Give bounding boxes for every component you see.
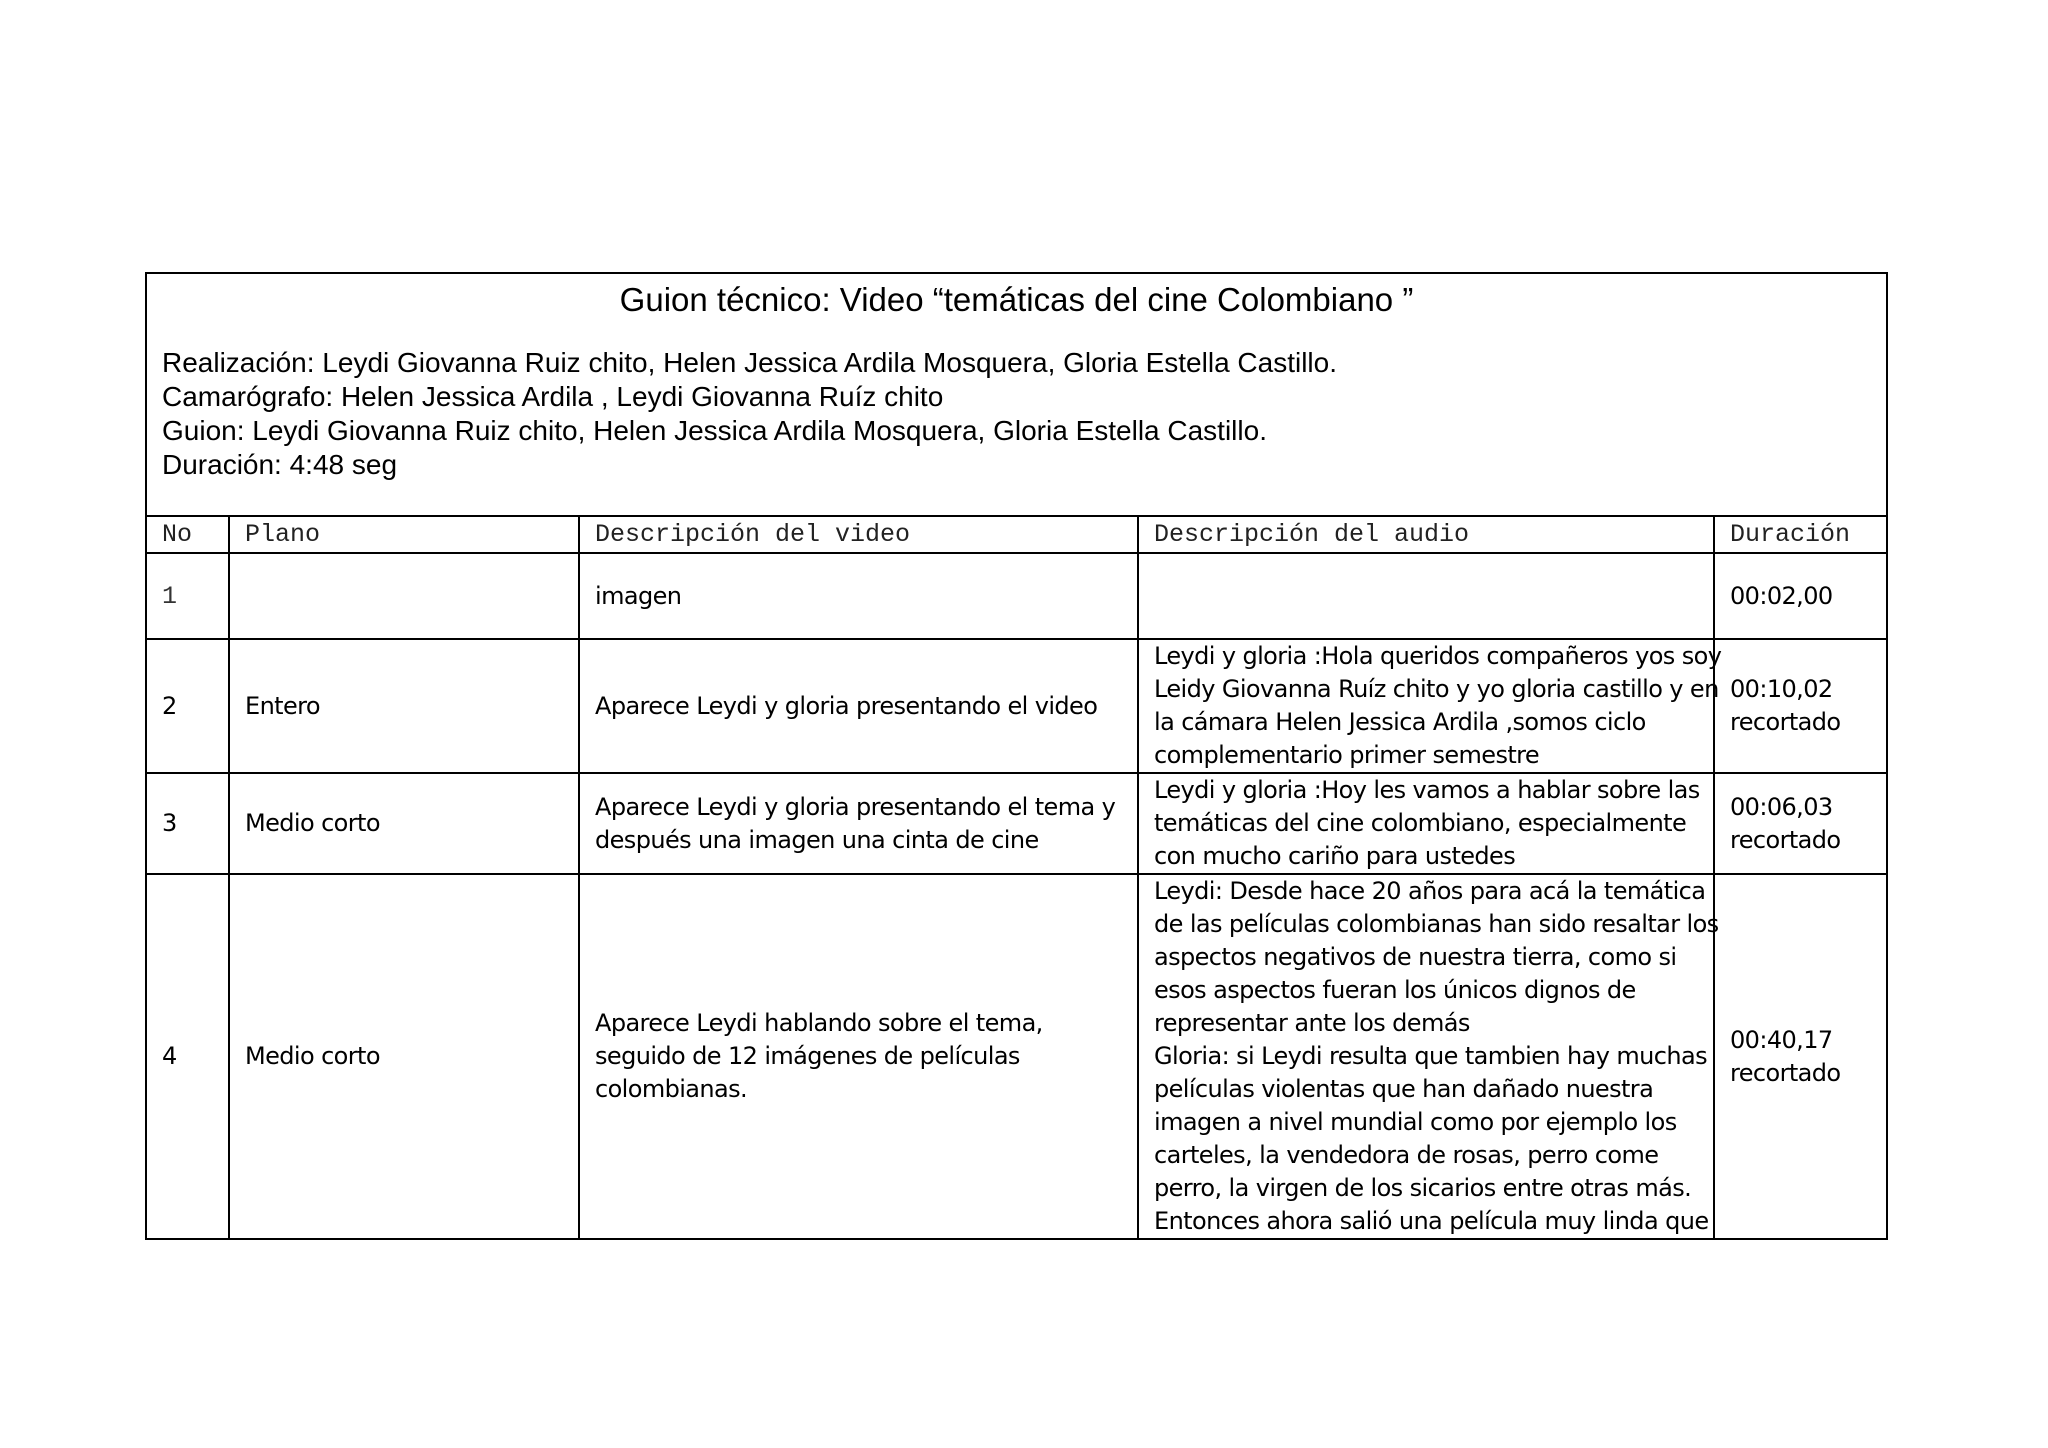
duracion-line: 00:40,17 bbox=[1730, 1025, 1833, 1054]
column-header-duracion: Duración bbox=[1714, 517, 1886, 553]
credit-duracion: Duración: 4:48 seg bbox=[162, 449, 398, 480]
cell-duracion bbox=[1714, 874, 1886, 1238]
cell-plano bbox=[229, 553, 579, 639]
audio-line: imagen a nivel mundial como por ejemplo los bbox=[1154, 1108, 1677, 1136]
cell-no: 2 bbox=[147, 639, 229, 773]
table-header-row bbox=[147, 517, 1886, 553]
duracion-line: 00:02,00 bbox=[1730, 581, 1833, 610]
audio-line: esos aspectos fueran los únicos dignos de bbox=[1154, 976, 1636, 1004]
audio-line: películas violentas que han dañado nuestra bbox=[1154, 1075, 1654, 1103]
cell-video: Aparece Leydi y gloria presentando el video bbox=[579, 639, 1138, 773]
column-header-no: No bbox=[147, 517, 229, 553]
duracion-line: recortado bbox=[1730, 825, 1841, 854]
cell-duracion bbox=[1714, 553, 1886, 639]
credit-realizacion: Realización: Leydi Giovanna Ruiz chito, Helen Jessica Ardila Mosquera, Gloria Estella Castillo. bbox=[162, 347, 1338, 378]
cell-video: imagen bbox=[579, 553, 1138, 639]
cell-audio bbox=[1138, 553, 1714, 639]
credit-camarografo: Camarógrafo: Helen Jessica Ardila , Leydi Giovanna Ruíz chito bbox=[162, 381, 944, 412]
duracion-line: recortado bbox=[1730, 708, 1841, 736]
audio-line: aspectos negativos de nuestra tierra, como si bbox=[1154, 943, 1677, 971]
table-row bbox=[147, 639, 1886, 773]
cell-no: 1 bbox=[147, 553, 229, 639]
audio-line: con mucho cariño para ustedes bbox=[1154, 842, 1516, 870]
credits-block bbox=[162, 346, 1337, 482]
cell-no: 3 bbox=[147, 773, 229, 874]
cell-duracion bbox=[1714, 773, 1886, 874]
cell-duracion bbox=[1714, 639, 1886, 773]
audio-line: complementario primer semestre bbox=[1154, 741, 1540, 769]
script-document bbox=[145, 272, 1888, 1240]
cell-audio bbox=[1138, 874, 1719, 1238]
audio-line: la cámara Helen Jessica Ardila ,somos ciclo bbox=[1154, 708, 1646, 736]
audio-line: Leydi y gloria :Hola queridos compañeros yos soy bbox=[1154, 642, 1722, 670]
audio-line: Leidy Giovanna Ruíz chito y yo gloria castillo y en bbox=[1154, 675, 1719, 703]
cell-no: 4 bbox=[147, 874, 229, 1238]
cell-audio bbox=[1138, 639, 1722, 773]
cell-video: Aparece Leydi y gloria presentando el tema y después una imagen una cinta de cine bbox=[579, 773, 1138, 874]
cell-plano: Medio corto bbox=[229, 773, 579, 874]
audio-line: temáticas del cine colombiano, especialmente bbox=[1154, 809, 1687, 837]
column-header-audio: Descripción del audio bbox=[1138, 517, 1714, 553]
document-title: Guion técnico: Video “temáticas del cine Colombiano ” bbox=[619, 281, 1414, 318]
table-body bbox=[147, 553, 1886, 1238]
duracion-line: 00:06,03 bbox=[1730, 792, 1833, 821]
table-row bbox=[147, 553, 1886, 639]
audio-line: Leydi y gloria :Hoy les vamos a hablar sobre las bbox=[1154, 776, 1700, 804]
shot-table bbox=[147, 517, 1886, 1238]
document-header bbox=[147, 274, 1886, 517]
cell-plano: Medio corto bbox=[229, 874, 579, 1238]
cell-video: Aparece Leydi hablando sobre el tema, seguido de 12 imágenes de películas colombianas. bbox=[579, 874, 1138, 1238]
credit-guion: Guion: Leydi Giovanna Ruiz chito, Helen Jessica Ardila Mosquera, Gloria Estella Castillo. bbox=[162, 415, 1267, 446]
duracion-line: recortado bbox=[1730, 1058, 1841, 1087]
table-row bbox=[147, 773, 1886, 874]
column-header-plano: Plano bbox=[229, 517, 579, 553]
audio-line: representar ante los demás bbox=[1154, 1009, 1470, 1037]
audio-line: de las películas colombianas han sido resaltar los bbox=[1154, 910, 1719, 938]
duracion-line: 00:10,02 bbox=[1730, 675, 1833, 703]
audio-line: Entonces ahora salió una película muy linda que bbox=[1154, 1207, 1709, 1235]
table-row bbox=[147, 874, 1886, 1238]
cell-audio bbox=[1138, 773, 1714, 874]
cell-plano: Entero bbox=[229, 639, 579, 773]
audio-line: Leydi: Desde hace 20 años para acá la temática bbox=[1154, 877, 1706, 905]
column-header-video: Descripción del video bbox=[579, 517, 1138, 553]
audio-line: carteles, la vendedora de rosas, perro come bbox=[1154, 1141, 1659, 1169]
audio-line: perro, la virgen de los sicarios entre otras más. bbox=[1154, 1174, 1692, 1202]
audio-line: Gloria: si Leydi resulta que tambien hay muchas bbox=[1154, 1042, 1707, 1070]
